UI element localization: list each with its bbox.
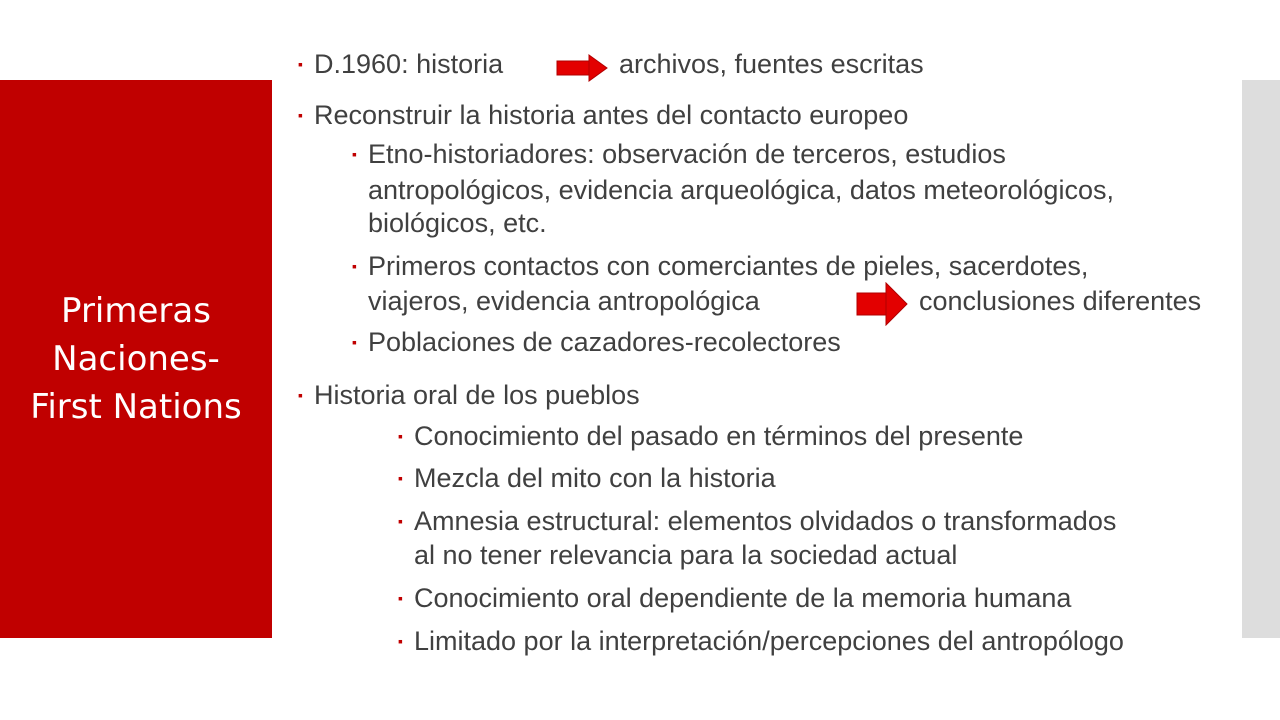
- bullet-icon: ▪: [398, 590, 403, 606]
- bullet-icon: ▪: [398, 513, 403, 529]
- bullet-icon: ▪: [298, 56, 303, 72]
- bullet-icon: ▪: [352, 258, 357, 274]
- slide-title-line-2: Naciones-: [52, 339, 220, 379]
- bullet-3-3-line-2: al no tener relevancia para la sociedad actual: [414, 540, 958, 570]
- bullet-icon: ▪: [398, 428, 403, 444]
- bullet-2-1-line-1: Etno-historiadores: observación de terceros, estudios: [368, 139, 1006, 169]
- bullet-2-2-line-1: Primeros contactos con comerciantes de pieles, sacerdotes,: [368, 251, 1089, 281]
- bullet-icon: ▪: [352, 334, 357, 350]
- bullet-2: Reconstruir la historia antes del contacto europeo: [314, 100, 909, 130]
- bullet-3-2: Mezcla del mito con la historia: [414, 463, 776, 493]
- right-arrow-icon: [556, 54, 608, 82]
- bullet-3-5: Limitado por la interpretación/percepciones del antropólogo: [414, 626, 1124, 656]
- slide-title-line-1: Primeras: [61, 291, 211, 331]
- bullet-icon: ▪: [398, 633, 403, 649]
- bullet-icon: ▪: [298, 387, 303, 403]
- bullet-icon: ▪: [352, 146, 357, 162]
- right-arrow-icon: [856, 282, 908, 326]
- bullet-1-right: archivos, fuentes escritas: [619, 49, 924, 79]
- bullet-icon: ▪: [298, 107, 303, 123]
- bullet-2-1-line-2: antropológicos, evidencia arqueológica, datos meteorológicos,: [368, 175, 1114, 205]
- bullet-2-2-line-2-left: viajeros, evidencia antropológica: [368, 286, 760, 316]
- slide-title-line-3: First Nations: [30, 387, 242, 427]
- bullet-icon: ▪: [398, 470, 403, 486]
- bullet-3-4: Conocimiento oral dependiente de la memoria humana: [414, 583, 1072, 613]
- bullet-2-3: Poblaciones de cazadores-recolectores: [368, 327, 841, 357]
- bullet-3-1: Conocimiento del pasado en términos del presente: [414, 421, 1024, 451]
- bullet-2-2-line-2-right: conclusiones diferentes: [919, 286, 1202, 316]
- bullet-2-1-line-3: biológicos, etc.: [368, 208, 547, 238]
- bullet-3-3-line-1: Amnesia estructural: elementos olvidados o transformados: [414, 506, 1117, 536]
- bullet-3: Historia oral de los pueblos: [314, 380, 640, 410]
- bullet-1-left: D.1960: historia: [314, 49, 504, 79]
